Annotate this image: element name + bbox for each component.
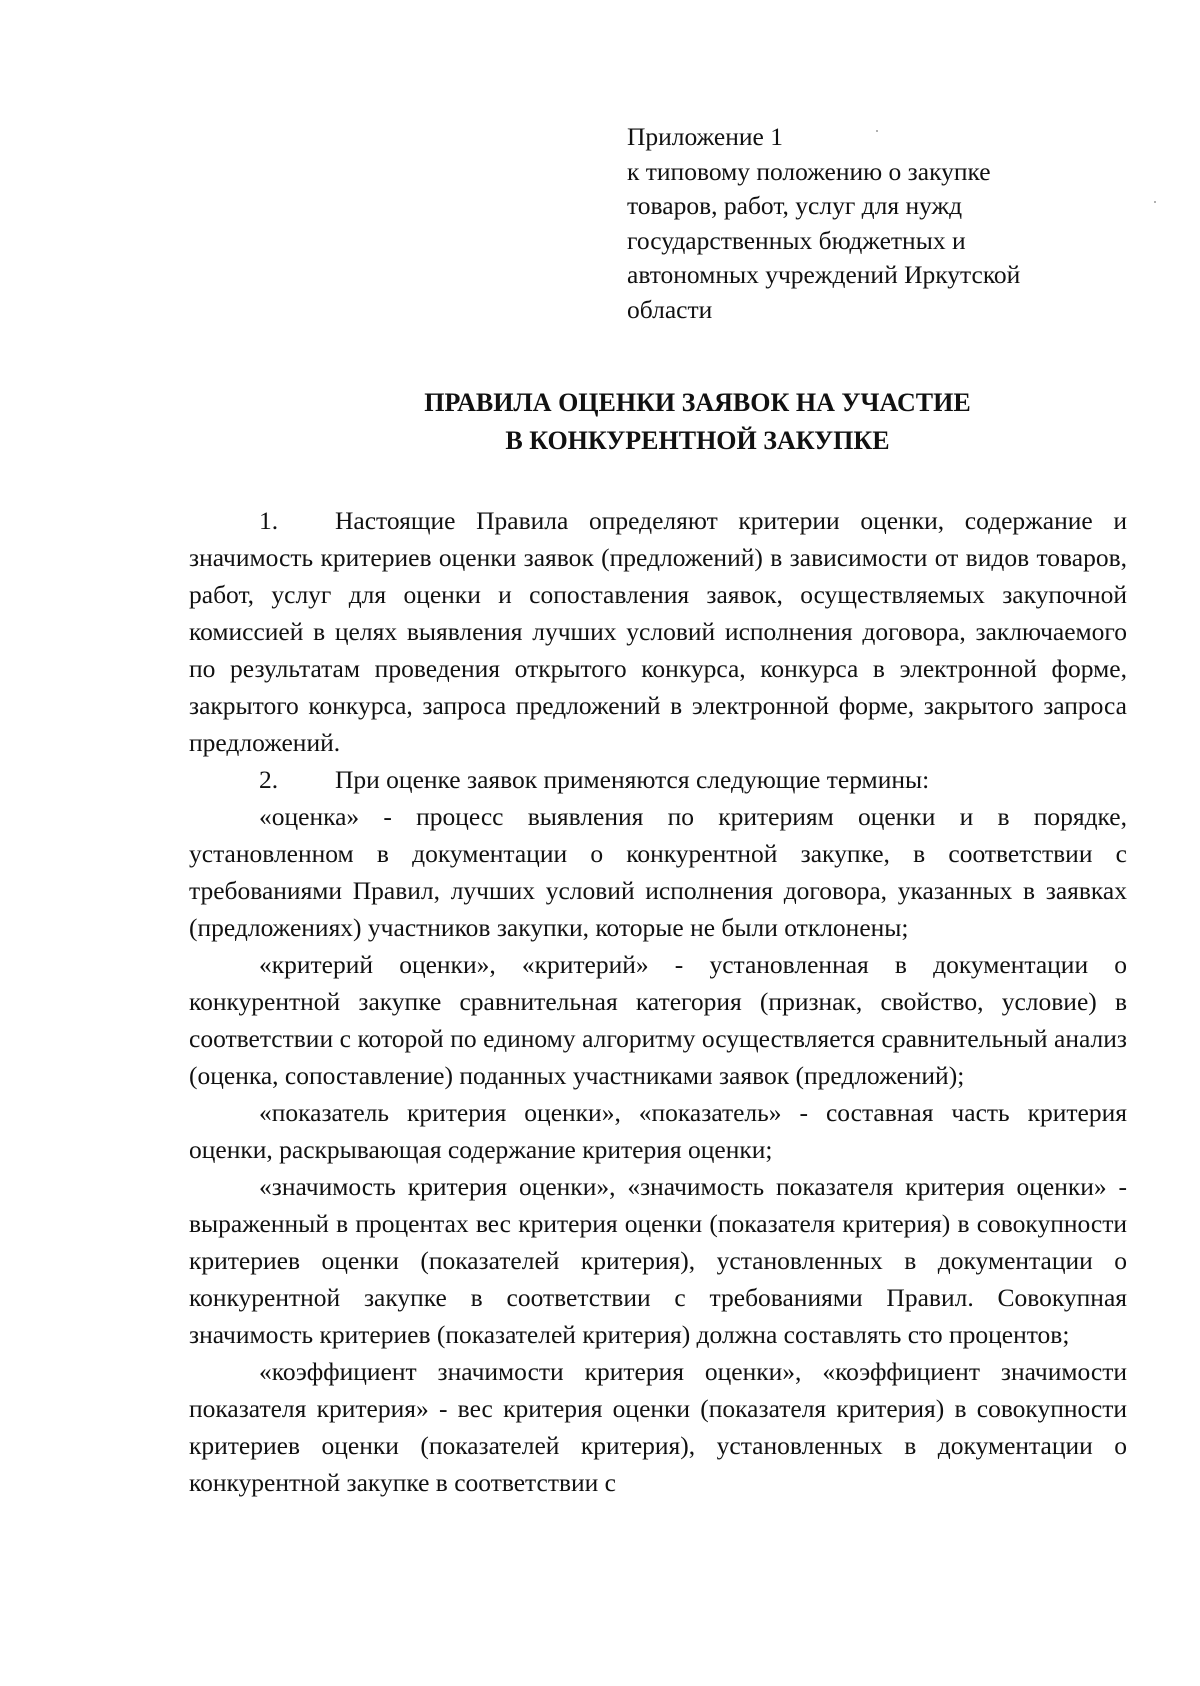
- appendix-line: товаров, работ, услуг для нужд: [627, 191, 963, 220]
- scan-speck: [876, 130, 878, 132]
- paragraph-text: «оценка» - процесс выявления по критериям оценки и в порядке, установленном в документации о конкурентной закупке, в соответствии с требованиями Правил, лучших условий исполнения договора, указанных в заявках (предложениях) участников закупки, которые не были отклонены;: [189, 802, 1127, 942]
- appendix-line: государственных бюджетных и: [627, 225, 966, 255]
- term-significance: [189, 1168, 1127, 1353]
- paragraph-text: «критерий оценки», «критерий» - установленная в документации о конкурентной закупке сравнительная категория (признак, свойство, условие) в соответствии с которой по единому алгоритму осуществляется сравнительный анализ (оценка, сопоставление) поданных участниками заявок (предложений);: [189, 950, 1127, 1090]
- paragraph-text: При оценке заявок применяются следующие термины:: [335, 765, 930, 794]
- paragraph-1: [189, 502, 1127, 761]
- title-line-1: ПРАВИЛА ОЦЕНКИ ЗАЯВОК НА УЧАСТИЕ: [424, 388, 971, 417]
- document-title: [0, 384, 1200, 460]
- paragraph-number: 2.: [259, 765, 279, 794]
- appendix-line: Приложение 1: [627, 122, 783, 151]
- paragraph-2: [189, 761, 1127, 798]
- appendix-line: области: [627, 294, 713, 324]
- title-line-2: В КОНКУРЕНТНОЙ ЗАКУПКЕ: [505, 426, 890, 455]
- scan-speck: [1154, 201, 1156, 203]
- term-indicator: [189, 1094, 1127, 1168]
- appendix-line: автономных учреждений Иркутской: [627, 260, 1021, 289]
- paragraph-text: «значимость критерия оценки», «значимость показателя критерия оценки» - выраженный в процентах вес критерия оценки (показателя критерия) в совокупности критериев оценки (показателей критерия), установленных в документации о конкурентной закупке в соответствии с требованиями Правил. Совокупная значимость критериев (показателей критерия) должна составлять сто процентов;: [189, 1172, 1127, 1349]
- term-criterion: [189, 946, 1127, 1094]
- paragraph-text: «коэффициент значимости критерия оценки», «коэффициент значимости показателя критерия» - вес критерия оценки (показателя критерия) в совокупности критериев оценки (показателей критерия), установленных в документации о конкурентной закупке в соответствии с: [189, 1357, 1127, 1497]
- appendix-line: к типовому положению о закупке: [627, 156, 991, 186]
- paragraph-text: «показатель критерия оценки», «показатель» - составная часть критерия оценки, раскрывающая содержание критерия оценки;: [189, 1098, 1127, 1164]
- document-body: [189, 502, 1127, 1501]
- term-assessment: [189, 798, 1127, 946]
- paragraph-number: 1.: [259, 506, 279, 535]
- term-coefficient: [189, 1353, 1127, 1501]
- appendix-block: [627, 120, 1107, 327]
- paragraph-text: Настоящие Правила определяют критерии оценки, содержание и значимость критериев оценки заявок (предложений) в зависимости от видов товаров, работ, услуг для оценки и сопоставления заявок, осуществляемых закупочной комиссией в целях выявления лучших условий исполнения договора, заключаемого по результатам проведения открытого конкурса, конкурса в электронной форме, закрытого конкурса, запроса предложений в электронной форме, закрытого запроса предложений.: [189, 506, 1127, 757]
